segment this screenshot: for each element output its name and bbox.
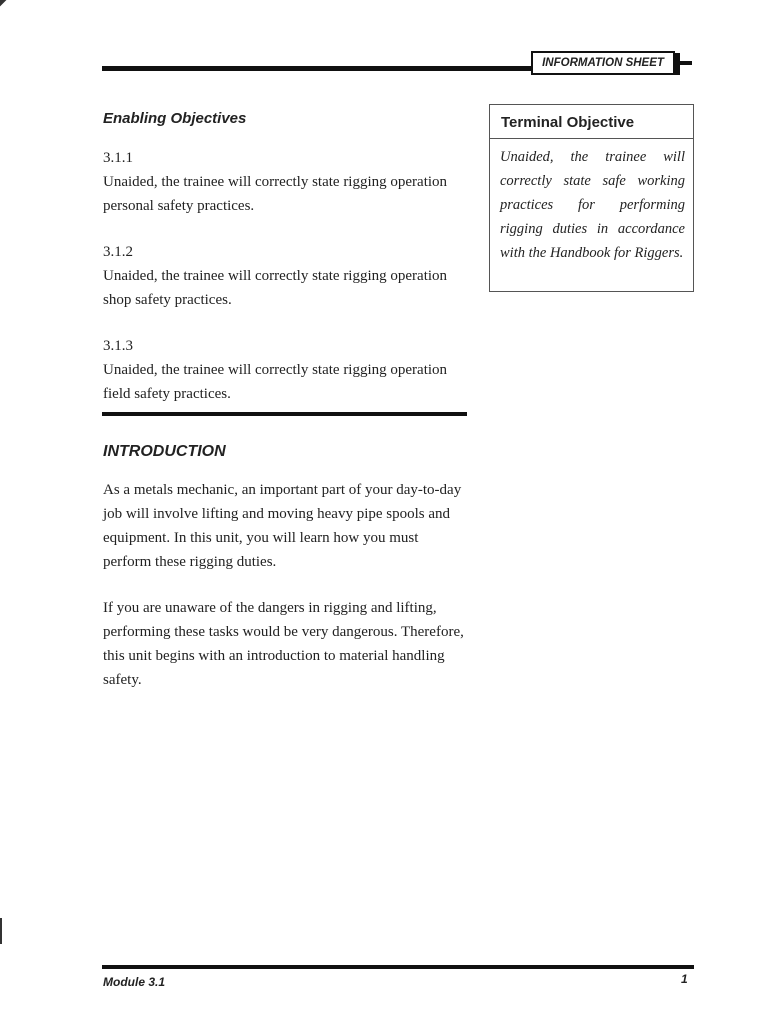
terminal-objective-heading: Terminal Objective [501,114,635,131]
information-sheet-tag: INFORMATION SHEET [531,51,675,75]
enabling-objectives-heading: Enabling Objectives [103,110,247,127]
objective-item [103,146,463,218]
objective-text: Unaided, the trainee will correctly state rigging operation field safety practices. [103,362,448,402]
objective-number: 3.1.3 [103,338,133,354]
objective-text: Unaided, the trainee will correctly state rigging operation personal safety practices. [103,174,448,214]
terminal-objective-divider [489,138,694,139]
introduction-paragraph: If you are unaware of the dangers in rigging and lifting, performing these tasks would be very dangerous. Therefore, this unit begins with an introduction to material handling safety. [103,600,464,688]
scan-edge-mark [0,918,2,944]
introduction-heading: INTRODUCTION [103,443,226,460]
footer-module-label: Module 3.1 [103,975,166,989]
introduction-paragraph: As a metals mechanic, an important part of your day-to-day job will involve lifting and moving heavy pipe spools and equipment. In this unit, you will learn how you must perform these rigging duties. [103,482,462,570]
header-tag-tail [678,61,692,65]
terminal-objective-text: Unaided, the trainee will correctly state safe working practices for performing rigging duties in accordance with the Handbook for Riggers. [500,149,685,261]
header-rule [102,66,532,71]
objective-text: Unaided, the trainee will correctly state rigging operation shop safety practices. [103,268,448,308]
objective-item [103,240,463,312]
page-number: 1 [681,972,688,986]
footer-rule [102,965,694,969]
objective-number: 3.1.1 [103,150,133,166]
objective-item [103,334,463,406]
section-divider [102,412,467,416]
objective-number: 3.1.2 [103,244,133,260]
scan-corner-mark [0,0,8,8]
